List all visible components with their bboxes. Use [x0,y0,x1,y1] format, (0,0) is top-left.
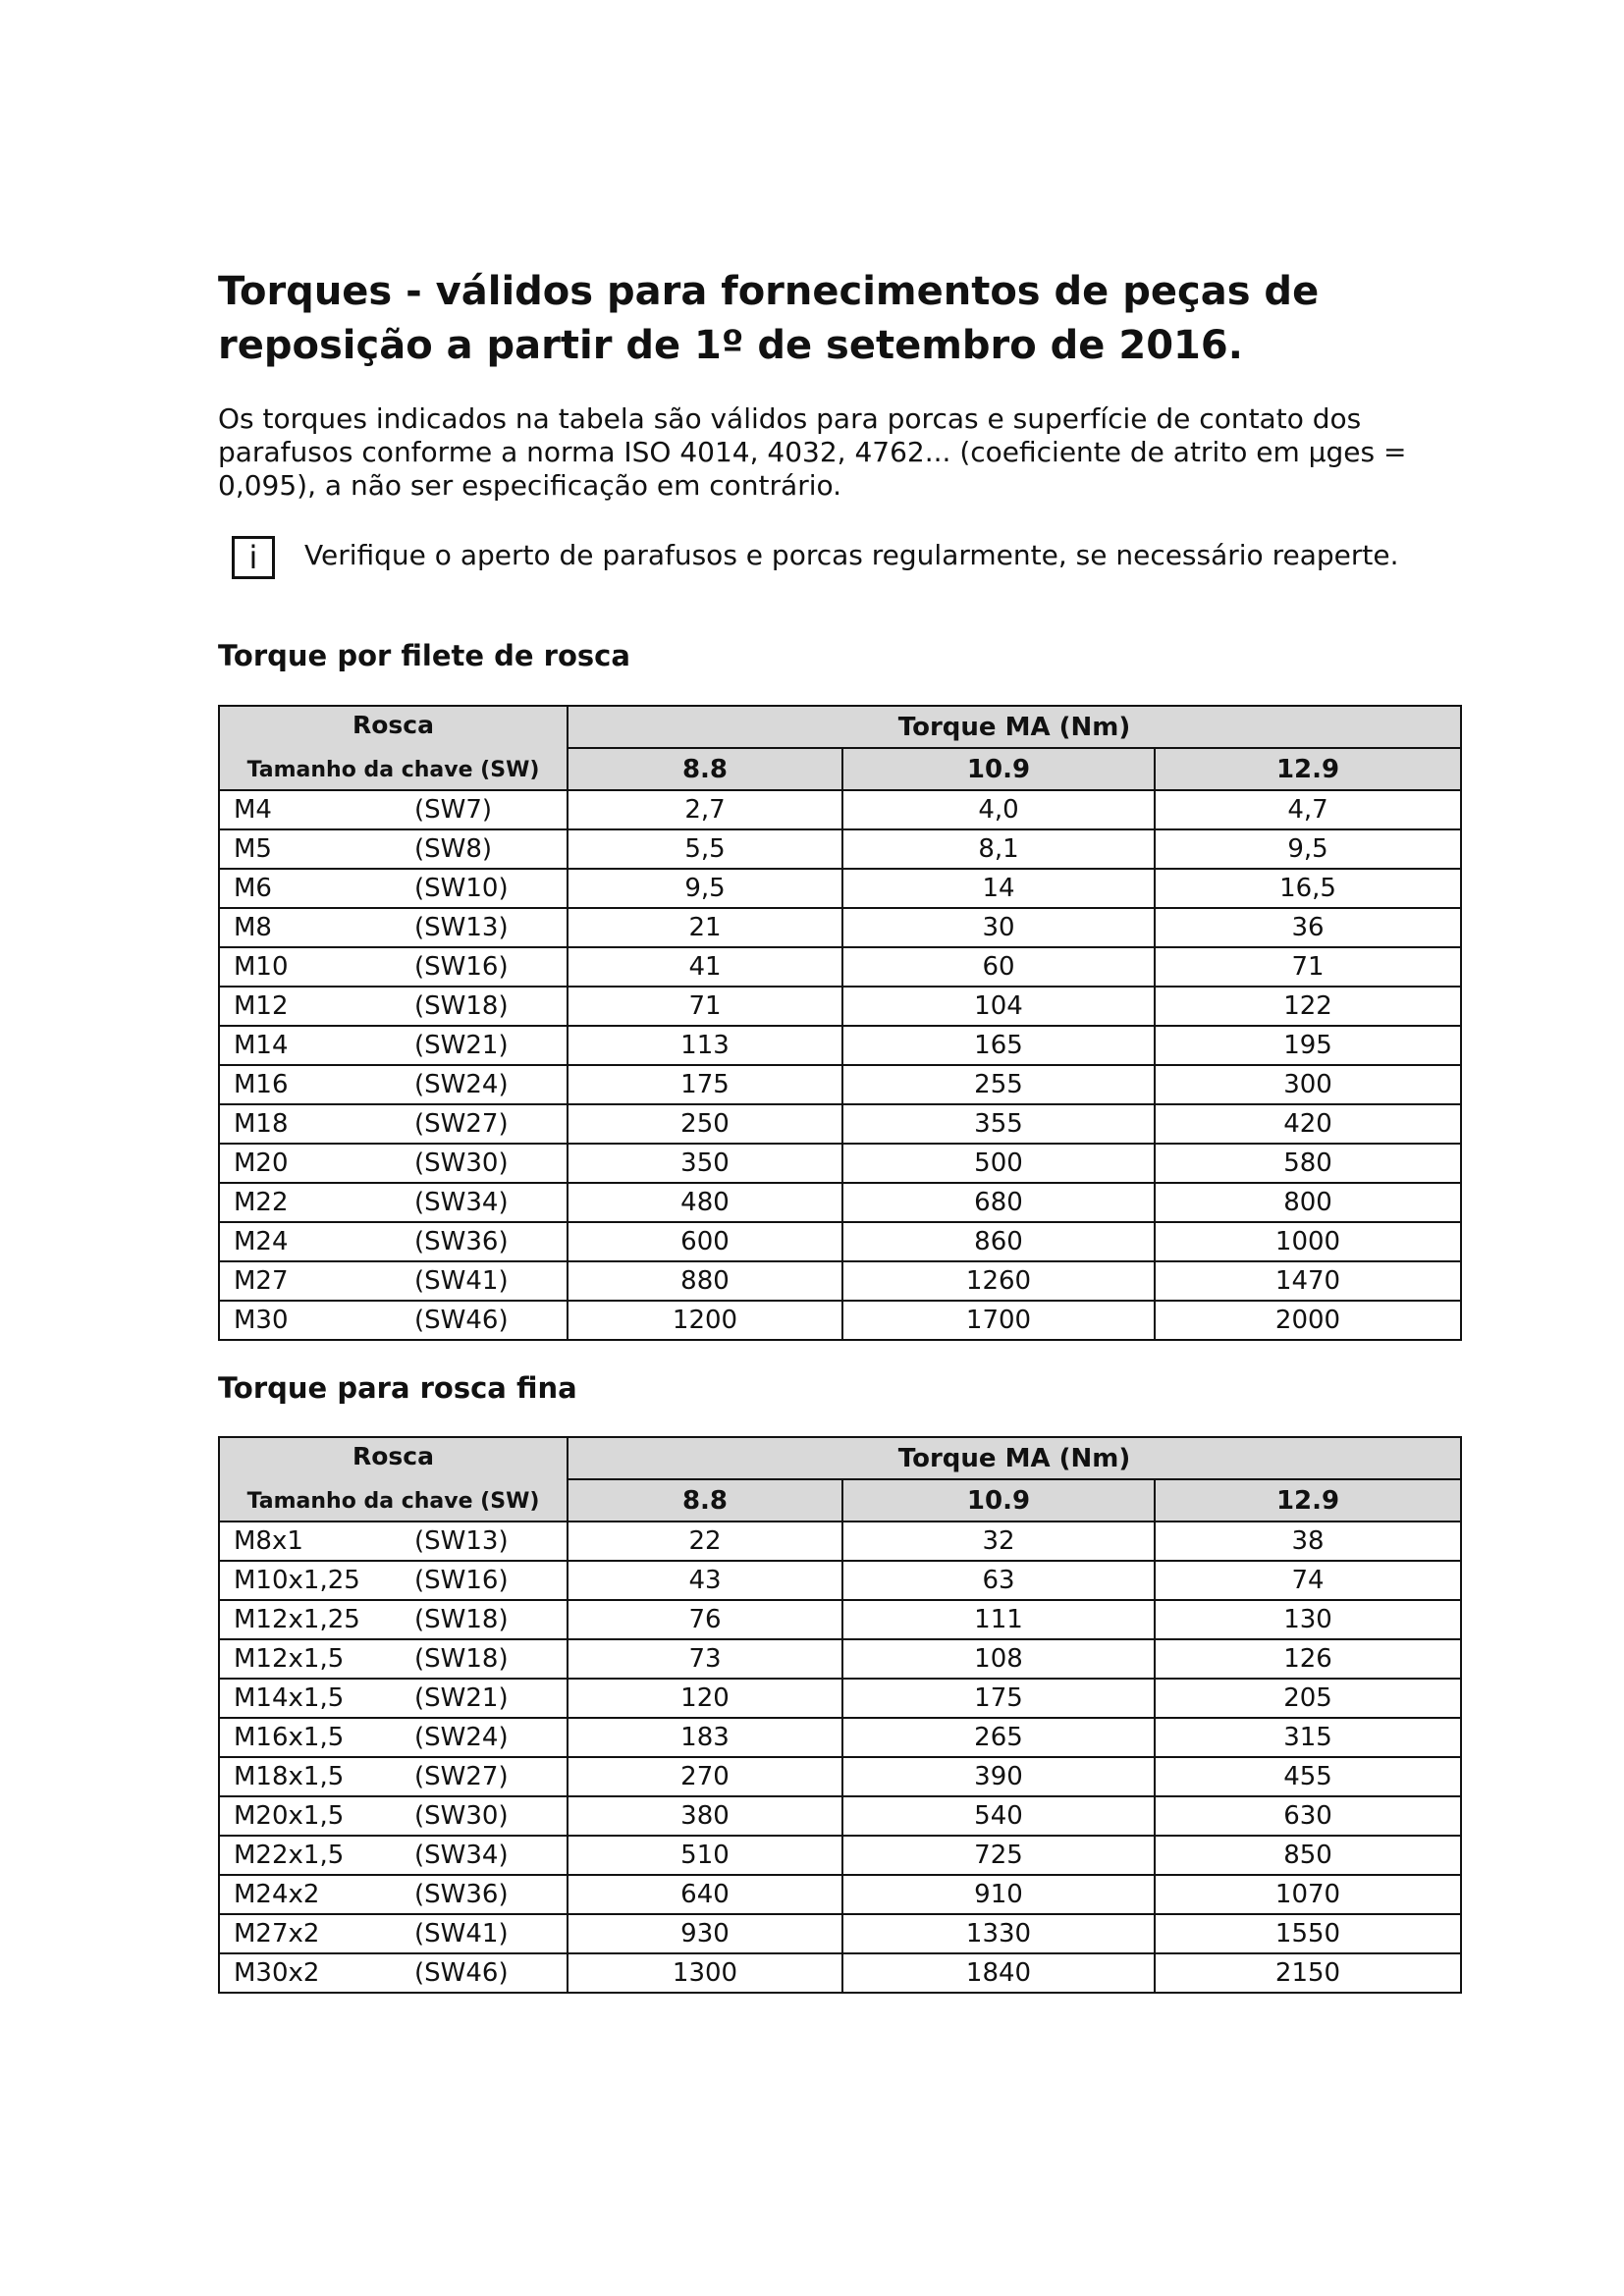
torque-12-9: 130 [1155,1600,1461,1639]
table-row [219,1718,1461,1757]
torque-12-9: 800 [1155,1183,1461,1222]
table-row [219,987,1461,1026]
table-row [219,1796,1461,1836]
thread-size: M22 [234,1188,289,1217]
torque-10-9: 1840 [842,1953,1155,1993]
thread-size: M14 [234,1031,289,1060]
thread-size: M30 [234,1306,289,1335]
torque-10-9: 540 [842,1796,1155,1836]
torque-10-9: 63 [842,1561,1155,1600]
header-grade-8-8: 8.8 [568,1479,842,1522]
torque-10-9: 390 [842,1757,1155,1796]
thread-size: M6 [234,874,272,903]
torque-12-9: 1470 [1155,1261,1461,1301]
fine-thread-torque-table [218,1436,1462,1994]
torque-10-9: 910 [842,1875,1155,1914]
torque-10-9: 32 [842,1522,1155,1561]
key-size: (SW24) [414,1723,509,1752]
thread-cell [219,1796,568,1836]
header-grade-10-9: 10.9 [842,1479,1155,1522]
key-size: (SW13) [414,1526,509,1556]
torque-8-8: 640 [568,1875,842,1914]
torque-12-9: 1000 [1155,1222,1461,1261]
thread-cell [219,1261,568,1301]
torque-8-8: 270 [568,1757,842,1796]
torque-8-8: 2,7 [568,790,842,829]
torque-10-9: 265 [842,1718,1155,1757]
torque-10-9: 1330 [842,1914,1155,1953]
torque-8-8: 880 [568,1261,842,1301]
thread-size: M4 [234,795,272,825]
torque-12-9: 36 [1155,908,1461,947]
torque-12-9: 630 [1155,1796,1461,1836]
torque-10-9: 255 [842,1065,1155,1104]
torque-8-8: 510 [568,1836,842,1875]
torque-8-8: 250 [568,1104,842,1144]
torque-10-9: 175 [842,1679,1155,1718]
thread-cell [219,1639,568,1679]
thread-cell [219,829,568,869]
thread-cell [219,1301,568,1340]
torque-12-9: 16,5 [1155,869,1461,908]
torque-12-9: 126 [1155,1639,1461,1679]
torque-12-9: 850 [1155,1836,1461,1875]
section-title-thread-torque: Torque por filete de rosca [218,639,630,672]
table-row [219,790,1461,829]
torque-8-8: 71 [568,987,842,1026]
table-row [219,1757,1461,1796]
thread-cell [219,947,568,987]
thread-cell [219,908,568,947]
table-row [219,1222,1461,1261]
thread-size: M27 [234,1266,289,1296]
thread-cell [219,1757,568,1796]
torque-10-9: 1700 [842,1301,1155,1340]
torque-8-8: 43 [568,1561,842,1600]
thread-size: M10 [234,952,289,982]
page-title: Torques - válidos para fornecimentos de peças de reposição a partir de 1º de setembro de 2016. [218,269,1320,368]
thread-size: M16 [234,1070,289,1099]
table-row [219,908,1461,947]
thread-size: M8 [234,913,272,942]
key-size: (SW27) [414,1109,509,1139]
torque-8-8: 380 [568,1796,842,1836]
thread-cell [219,1914,568,1953]
torque-12-9: 420 [1155,1104,1461,1144]
key-size: (SW7) [414,795,493,825]
key-size: (SW18) [414,1644,509,1674]
table-body [219,1522,1461,1993]
thread-cell [219,1718,568,1757]
key-size: (SW34) [414,1188,509,1217]
torque-8-8: 5,5 [568,829,842,869]
torque-10-9: 725 [842,1836,1155,1875]
key-size: (SW16) [414,952,509,982]
torque-10-9: 8,1 [842,829,1155,869]
table-row [219,1561,1461,1600]
key-size: (SW24) [414,1070,509,1099]
torque-12-9: 4,7 [1155,790,1461,829]
key-size: (SW10) [414,874,509,903]
info-note-text: Verifique o aperto de parafusos e porcas regularmente, se necessário reaperte. [304,539,1399,571]
thread-cell [219,1953,568,1993]
thread-size: M14x1,5 [234,1683,345,1713]
header-key-size-label: Tamanho da chave (SW) [246,1489,540,1514]
thread-size: M22x1,5 [234,1841,345,1870]
thread-cell [219,1183,568,1222]
thread-cell [219,1144,568,1183]
table-row [219,1836,1461,1875]
torque-10-9: 355 [842,1104,1155,1144]
torque-10-9: 4,0 [842,790,1155,829]
key-size: (SW13) [414,913,509,942]
key-size: (SW8) [414,834,493,864]
key-size: (SW30) [414,1148,509,1178]
key-size: (SW18) [414,991,509,1021]
info-icon: i [232,536,275,579]
key-size: (SW34) [414,1841,509,1870]
torque-8-8: 930 [568,1914,842,1953]
thread-size: M8x1 [234,1526,303,1556]
table-row [219,1639,1461,1679]
torque-12-9: 455 [1155,1757,1461,1796]
torque-8-8: 1200 [568,1301,842,1340]
table-row [219,1953,1461,1993]
info-note [232,536,1508,585]
torque-8-8: 1300 [568,1953,842,1993]
torque-10-9: 165 [842,1026,1155,1065]
thread-size: M18 [234,1109,289,1139]
header-rosca-label: Rosca [352,1442,434,1470]
thread-size: M30x2 [234,1958,320,1988]
torque-8-8: 113 [568,1026,842,1065]
header-torque: Torque MA (Nm) [568,1437,1461,1479]
torque-10-9: 60 [842,947,1155,987]
header-rosca-label: Rosca [352,711,434,739]
header-rosca [219,706,568,790]
key-size: (SW41) [414,1266,509,1296]
torque-12-9: 300 [1155,1065,1461,1104]
torque-10-9: 111 [842,1600,1155,1639]
torque-12-9: 1550 [1155,1914,1461,1953]
torque-10-9: 30 [842,908,1155,947]
torque-12-9: 580 [1155,1144,1461,1183]
key-size: (SW18) [414,1605,509,1634]
header-torque: Torque MA (Nm) [568,706,1461,748]
thread-size: M12 [234,991,289,1021]
key-size: (SW21) [414,1683,509,1713]
table-row [219,1679,1461,1718]
thread-size: M27x2 [234,1919,320,1949]
torque-8-8: 21 [568,908,842,947]
table-row [219,869,1461,908]
thread-cell [219,869,568,908]
torque-12-9: 71 [1155,947,1461,987]
key-size: (SW46) [414,1306,509,1335]
thread-size: M20x1,5 [234,1801,345,1831]
key-size: (SW30) [414,1801,509,1831]
header-key-size-label: Tamanho da chave (SW) [246,758,540,782]
torque-8-8: 9,5 [568,869,842,908]
torque-8-8: 120 [568,1679,842,1718]
torque-12-9: 195 [1155,1026,1461,1065]
section-title-fine-thread-torque: Torque para rosca fina [218,1371,577,1405]
table-row [219,1875,1461,1914]
header-grade-12-9: 12.9 [1155,1479,1461,1522]
torque-12-9: 315 [1155,1718,1461,1757]
thread-size: M20 [234,1148,289,1178]
thread-cell [219,987,568,1026]
torque-10-9: 680 [842,1183,1155,1222]
torque-12-9: 2150 [1155,1953,1461,1993]
torque-10-9: 500 [842,1144,1155,1183]
thread-size: M10x1,25 [234,1566,360,1595]
header-grade-12-9: 12.9 [1155,748,1461,790]
intro-paragraph: Os torques indicados na tabela são válidos para porcas e superfície de contato dos parafusos conforme a norma ISO 4014, 4032, 4762... (coeficiente de atrito em µges = 0,095), a não ser especificação em contrário. [218,402,1407,502]
table-body [219,790,1461,1340]
thread-cell [219,1065,568,1104]
thread-cell [219,1875,568,1914]
key-size: (SW36) [414,1227,509,1256]
key-size: (SW16) [414,1566,509,1595]
header-rosca [219,1437,568,1522]
torque-8-8: 600 [568,1222,842,1261]
thread-size: M18x1,5 [234,1762,345,1791]
thread-cell [219,790,568,829]
table-row [219,1183,1461,1222]
table-row [219,1301,1461,1340]
table-row [219,829,1461,869]
key-size: (SW46) [414,1958,509,1988]
thread-size: M12x1,5 [234,1644,345,1674]
thread-cell [219,1836,568,1875]
torque-10-9: 104 [842,987,1155,1026]
thread-cell [219,1104,568,1144]
torque-10-9: 108 [842,1639,1155,1679]
header-grade-8-8: 8.8 [568,748,842,790]
thread-cell [219,1222,568,1261]
torque-8-8: 183 [568,1718,842,1757]
table-row [219,1261,1461,1301]
torque-8-8: 175 [568,1065,842,1104]
thread-size: M24 [234,1227,289,1256]
key-size: (SW21) [414,1031,509,1060]
thread-size: M16x1,5 [234,1723,345,1752]
header-grade-10-9: 10.9 [842,748,1155,790]
torque-12-9: 9,5 [1155,829,1461,869]
table-row [219,1104,1461,1144]
table-row [219,947,1461,987]
key-size: (SW36) [414,1880,509,1909]
thread-size: M24x2 [234,1880,320,1909]
table-row [219,1144,1461,1183]
thread-cell [219,1600,568,1639]
thread-cell [219,1026,568,1065]
torque-12-9: 1070 [1155,1875,1461,1914]
torque-10-9: 1260 [842,1261,1155,1301]
torque-12-9: 205 [1155,1679,1461,1718]
torque-8-8: 41 [568,947,842,987]
torque-8-8: 76 [568,1600,842,1639]
table-row [219,1065,1461,1104]
torque-8-8: 73 [568,1639,842,1679]
table-row [219,1522,1461,1561]
thread-cell [219,1679,568,1718]
thread-size: M12x1,25 [234,1605,360,1634]
torque-10-9: 860 [842,1222,1155,1261]
thread-cell [219,1522,568,1561]
key-size: (SW27) [414,1762,509,1791]
torque-8-8: 350 [568,1144,842,1183]
torque-12-9: 74 [1155,1561,1461,1600]
table-row [219,1600,1461,1639]
torque-12-9: 2000 [1155,1301,1461,1340]
key-size: (SW41) [414,1919,509,1949]
table-row [219,1026,1461,1065]
thread-cell [219,1561,568,1600]
thread-size: M5 [234,834,272,864]
torque-12-9: 122 [1155,987,1461,1026]
table-row [219,1914,1461,1953]
torque-8-8: 22 [568,1522,842,1561]
thread-torque-table [218,705,1462,1341]
torque-12-9: 38 [1155,1522,1461,1561]
torque-8-8: 480 [568,1183,842,1222]
torque-10-9: 14 [842,869,1155,908]
